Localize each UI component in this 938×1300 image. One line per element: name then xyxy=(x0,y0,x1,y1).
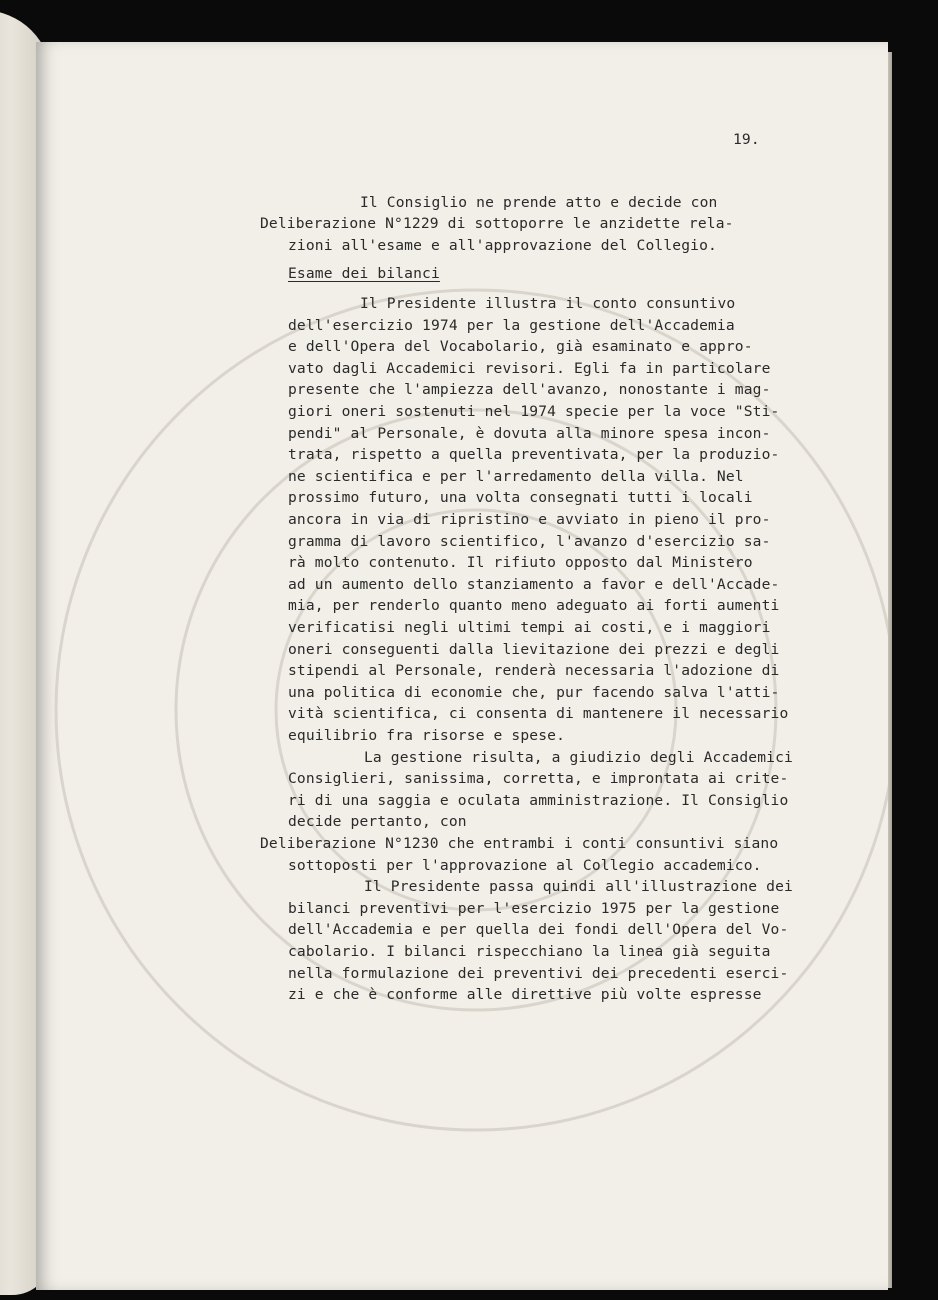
text-line: zioni all'esame e all'approvazione del Collegio. xyxy=(288,237,717,254)
document-page xyxy=(36,42,888,1290)
text-line: Il Presidente passa quindi all'illustrazione dei xyxy=(364,878,793,895)
text-line: stipendi al Personale, renderà necessaria l'adozione di xyxy=(288,662,780,679)
text-line: equilibrio fra risorse e spese. xyxy=(288,727,566,744)
text-line: ancora in via di ripristino e avviato in pieno il pro- xyxy=(288,511,771,528)
text-line: Il Presidente illustra il conto consuntivo xyxy=(360,295,736,312)
text-line: verificatisi negli ultimi tempi ai costi, e i maggiori xyxy=(288,619,771,636)
text-line: ne scientifica e per l'arredamento della villa. Nel xyxy=(288,468,744,485)
text-line: vato dagli Accademici revisori. Egli fa in particolare xyxy=(288,360,771,377)
text-line: Consiglieri, sanissima, corretta, e improntata ai crite- xyxy=(288,770,789,787)
text-line: Deliberazione N°1229 di sottoporre le anzidette rela- xyxy=(260,215,734,232)
text-line: cabolario. I bilanci rispecchiano la linea già seguita xyxy=(288,943,771,960)
text-line: nella formulazione dei preventivi dei precedenti eserci- xyxy=(288,965,789,982)
text-line: ri di una saggia e oculata amministrazione. Il Consiglio xyxy=(288,792,789,809)
text-line: Deliberazione N°1230 che entrambi i conti consuntivi siano xyxy=(260,835,779,852)
text-line: oneri conseguenti dalla lievitazione dei prezzi e degli xyxy=(288,641,780,658)
text-line: sottoposti per l'approvazione al Collegio accademico. xyxy=(288,857,762,874)
page-number: 19. xyxy=(733,131,760,148)
text-line: ad un aumento dello stanziamento a favor e dell'Accade- xyxy=(288,576,780,593)
text-line: trata, rispetto a quella preventivata, per la produzio- xyxy=(288,446,780,463)
text-line: vità scientifica, ci consenta di mantenere il necessario xyxy=(288,705,789,722)
text-line: e dell'Opera del Vocabolario, già esaminato e appro- xyxy=(288,338,753,355)
text-line: Il Consiglio ne prende atto e decide con xyxy=(360,194,718,211)
text-line: giori oneri sostenuti nel 1974 specie per la voce "Sti- xyxy=(288,403,780,420)
text-line: prossimo futuro, una volta consegnati tutti i locali xyxy=(288,489,753,506)
text-line: presente che l'ampiezza dell'avanzo, nonostante i mag- xyxy=(288,381,771,398)
text-line: rà molto contenuto. Il rifiuto opposto dal Ministero xyxy=(288,554,753,571)
text-line: bilanci preventivi per l'esercizio 1975 per la gestione xyxy=(288,900,780,917)
text-line: pendi" al Personale, è dovuta alla minore spesa incon- xyxy=(288,425,771,442)
text-line: gramma di lavoro scientifico, l'avanzo d'esercizio sa- xyxy=(288,533,771,550)
section-heading: Esame dei bilanci xyxy=(288,265,440,282)
text-line: mia, per renderlo quanto meno adeguato ai forti aumenti xyxy=(288,597,780,614)
text-line: dell'esercizio 1974 per la gestione dell'Accademia xyxy=(288,317,735,334)
text-line: decide pertanto, con xyxy=(288,813,467,830)
text-line: una politica di economie che, pur facendo salva l'atti- xyxy=(288,684,780,701)
text-line: La gestione risulta, a giudizio degli Accademici xyxy=(364,749,793,766)
text-line: dell'Accademia e per quella dei fondi dell'Opera del Vo- xyxy=(288,921,789,938)
text-line: zi e che è conforme alle direttive più volte espresse xyxy=(288,986,762,1003)
